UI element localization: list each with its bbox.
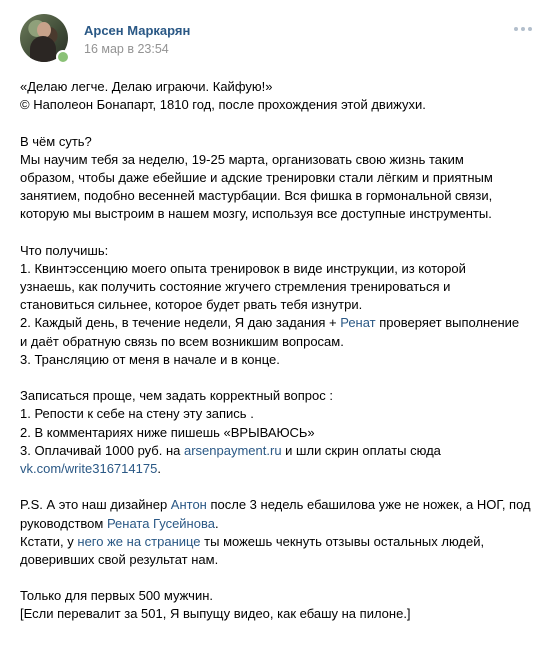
text-line: Записаться проще, чем задать корректный вопрос : (20, 388, 333, 404)
text-line: и даёт обратную связь по всем возникшим вопросам. (20, 333, 344, 349)
ellipsis-icon[interactable] (510, 24, 532, 34)
author-name-link[interactable]: Арсен Маркарян (84, 23, 191, 38)
post-header (20, 14, 532, 64)
text-line: 1. Репости к себе на стену эту запись . (20, 406, 254, 422)
text-line (20, 533, 534, 551)
paragraph-gap (20, 224, 534, 242)
text-line: образом, чтобы даже ебейшие и адские тренировки стали лёгким и приятным (20, 169, 493, 185)
text-segment: Кстати, у (20, 533, 78, 549)
page-link[interactable]: него же на странице (77, 533, 201, 549)
dot-icon (514, 27, 518, 31)
online-indicator (56, 50, 70, 64)
text-segment: после 3 недель ебашилова уже не ножек, а НОГ, под (206, 497, 531, 513)
paragraph-gap (20, 369, 534, 387)
text-segment: . (214, 515, 219, 531)
text-line: узнаешь, как получить состояние жгучего стремления тренироваться и (20, 279, 451, 295)
text-line: «Делаю легче. Делаю играючи. Кайфую!» (20, 79, 273, 94)
text-line (20, 442, 534, 460)
text-line: которую мы выстроим в нашем мозгу, используя все доступные инструменты. (20, 206, 492, 222)
text-segment: P.S. А это наш дизайнер (20, 497, 171, 513)
text-line: 2. В комментариях ниже пишешь «ВРЫВАЮСЬ» (20, 424, 315, 440)
text-segment: ты можешь чекнуть отзывы остальных людей, (200, 533, 485, 549)
text-line: [Если перевалит за 501, Я выпущу видео, как ебашу на пилоне.] (20, 606, 411, 622)
text-line (20, 460, 534, 478)
text-line (20, 515, 534, 533)
text-segment: 2. Каждый день, в течение недели, Я даю задания + (20, 315, 341, 331)
paragraph-gap (20, 478, 534, 496)
dot-icon (521, 27, 525, 31)
text-line: занятием, подобно весенней мастурбации. Вся фишка в гормональной связи, (20, 188, 493, 204)
text-segment: . (157, 460, 161, 476)
text-segment: 3. Оплачивай 1000 руб. на (20, 442, 184, 458)
text-line: © Наполеон Бонапарт, 1810 год, после прохождения этой движухи. (20, 97, 426, 113)
text-segment: руководством (20, 515, 107, 531)
text-segment: проверяет выполнение (375, 315, 520, 331)
text-line: становиться сильнее, которое будет рвать тебя изнутри. (20, 297, 363, 313)
text-segment: и шли скрин оплаты сюда (281, 442, 441, 458)
mention-link-renat[interactable]: Ренат (340, 315, 376, 331)
mention-link-renat-guseynov[interactable]: Рената Гусейнова (106, 515, 215, 531)
avatar-figure (30, 36, 56, 62)
text-line (20, 314, 534, 332)
paragraph-gap (20, 114, 534, 132)
mention-link-anton[interactable]: Антон (170, 497, 207, 513)
text-line: В чём суть? (20, 133, 92, 149)
payment-link[interactable]: arsenpayment.ru (184, 442, 282, 458)
text-line: 1. Квинтэссенцию моего опыта тренировок в виде инструкции, из которой (20, 260, 466, 276)
paragraph-gap (20, 569, 534, 587)
text-line (20, 496, 534, 514)
dot-icon (528, 27, 532, 31)
text-line: 3. Трансляцию от меня в начале и в конце. (20, 351, 280, 367)
post-date-link[interactable]: 16 мар в 23:54 (84, 42, 169, 56)
text-line: Мы научим тебя за неделю, 19-25 марта, организовать свою жизнь таким (20, 151, 464, 167)
post-text (20, 78, 534, 624)
text-line: Что получишь: (20, 242, 109, 258)
text-line: доверивших свой результат нам. (20, 551, 219, 567)
text-line: Только для первых 500 мужчин. (20, 588, 213, 604)
vk-write-link[interactable]: vk.com/write316714175 (20, 460, 158, 476)
